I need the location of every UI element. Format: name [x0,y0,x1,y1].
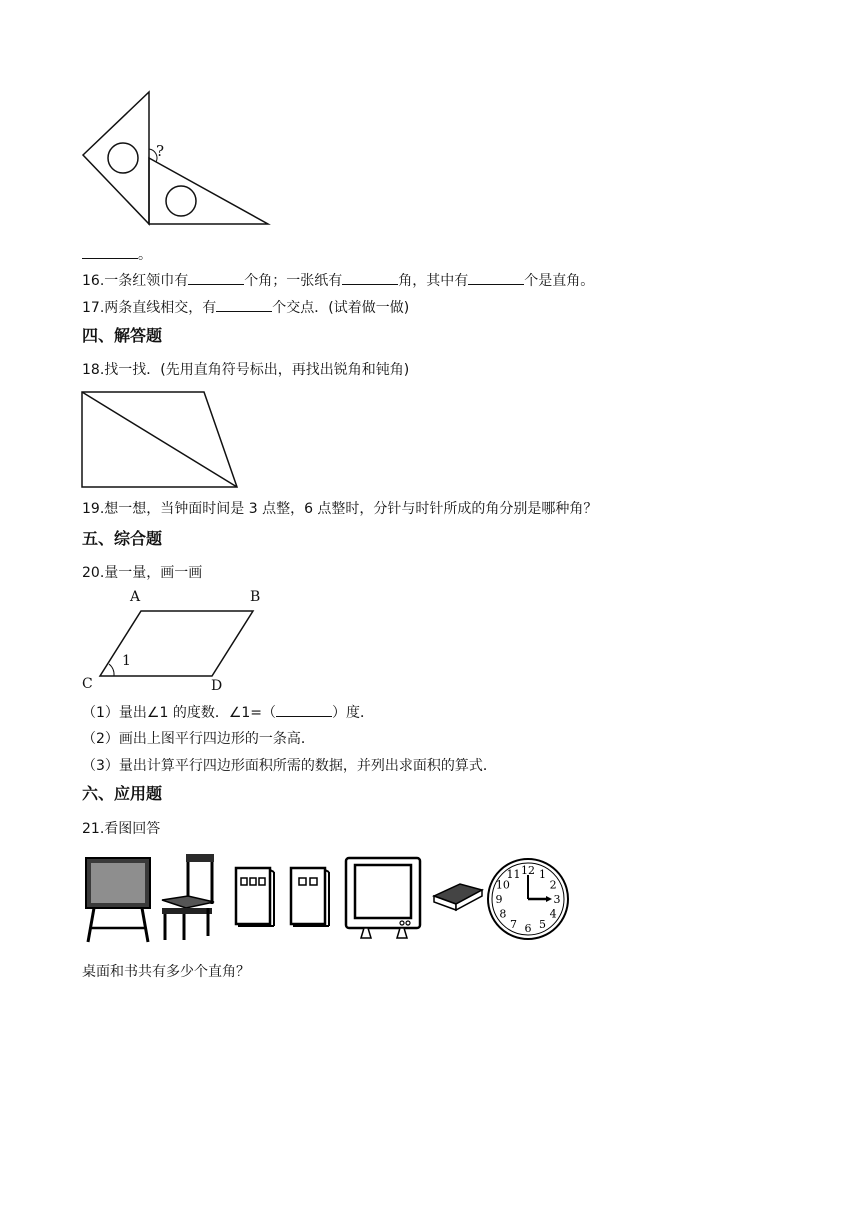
question-21: 21.看图回答 [82,821,161,837]
question-20-part-1: （1）量出∠1 的度数．∠1=（ ）度． [82,702,374,723]
angle-label-1: 1 [122,653,131,669]
triangle-rulers-figure [80,88,280,228]
clock-number: 7 [510,918,517,932]
q15-answer-line: 。 [82,244,152,265]
clock-number: 10 [495,878,510,892]
tv-icon [344,856,422,942]
clock-number: 4 [549,907,557,921]
answer-blank[interactable] [188,270,244,285]
answer-blank[interactable] [276,702,332,717]
clock-number: 2 [549,878,557,892]
book-icon [289,866,331,928]
book-icon [234,866,276,928]
question-16: 16.一条红领巾有 个角；一张纸有 角，其中有 个是直角。 [82,270,594,291]
eraser-icon [430,878,486,914]
section-5-title: 五、综合题 [82,529,163,548]
question-21-text: 桌面和书共有多少个直角？ [82,964,250,980]
vertex-label-d: D [211,678,223,694]
answer-blank[interactable] [82,244,138,259]
answer-blank[interactable] [342,270,398,285]
clock-number: 6 [524,922,532,935]
question-20-part-2: （2）画出上图平行四边形的一条高． [82,731,315,747]
question-18: 18.找一找．(先用直角符号标出，再找出锐角和钝角) [82,362,410,378]
clock-number: 8 [499,907,507,921]
clock-number: 5 [539,918,546,932]
blackboard-icon [84,856,154,944]
answer-blank[interactable] [468,270,524,285]
vertex-label-b: B [250,589,261,605]
question-20-part-3: （3）量出计算平行四边形面积所需的数据，并列出求面积的算式． [82,758,497,774]
vertex-label-a: A [130,589,141,605]
clock-number: 11 [506,867,521,881]
question-20: 20.量一量，画一画 [82,565,203,581]
question-mark-label: ? [156,142,165,160]
question-19: 19.想一想，当钟面时间是 3 点整，6 点整时，分针与时针所成的角分别是哪种角？ [82,501,598,517]
chair-icon [158,852,220,942]
clock-number: 3 [553,893,561,906]
section-6-title: 六、应用题 [82,784,163,803]
clock-icon [486,856,570,942]
clock-number: 9 [495,893,503,906]
question-17: 17.两条直线相交，有 个交点．(试着做一做) [82,297,409,318]
parallelogram-figure [90,600,270,690]
vertex-label-c: C [82,676,93,692]
section-4-title: 四、解答题 [82,326,163,345]
clock-number: 12 [521,864,535,877]
trapezoid-figure [80,390,242,490]
clock-number: 1 [539,867,546,881]
answer-blank[interactable] [216,297,272,312]
